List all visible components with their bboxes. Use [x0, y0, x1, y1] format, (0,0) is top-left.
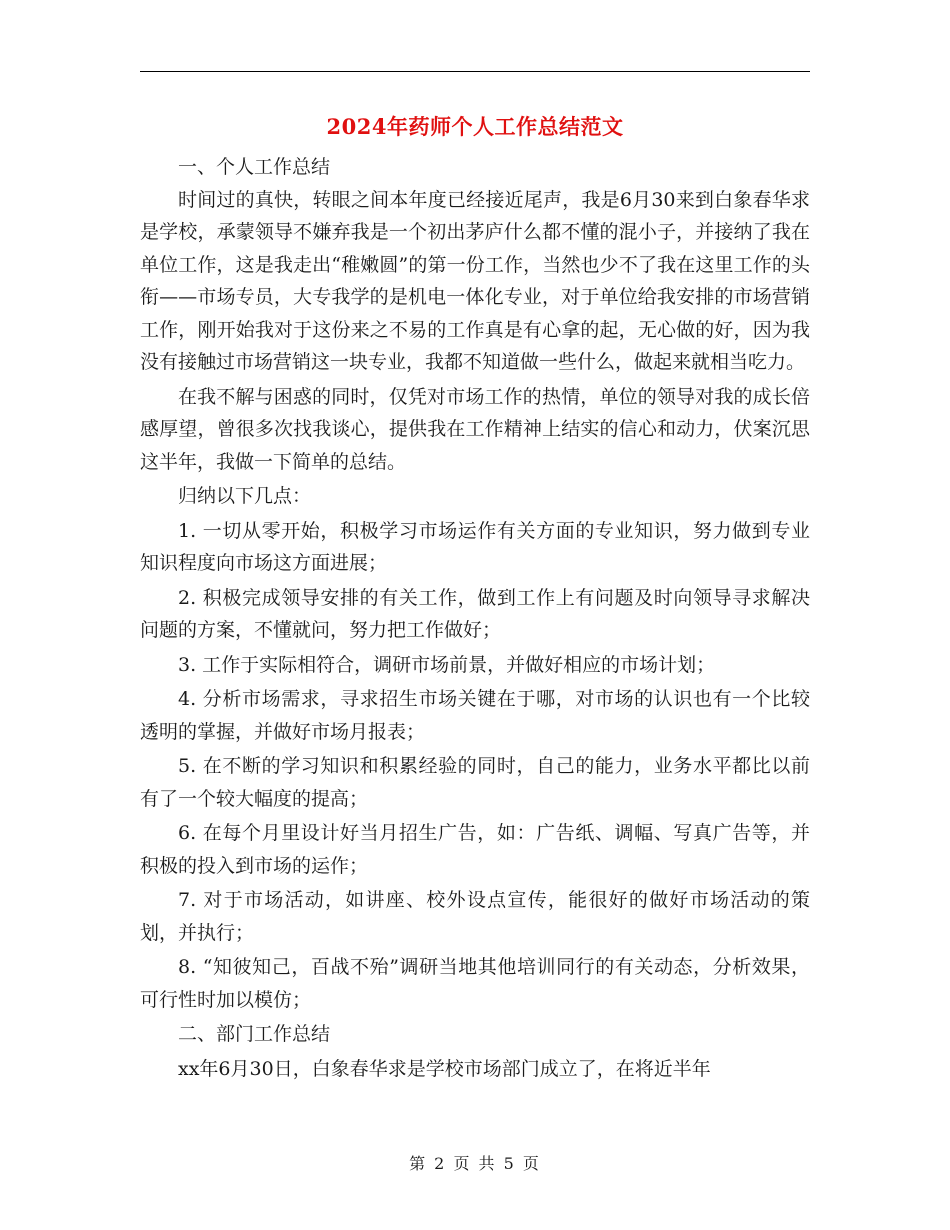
- document-title: 2024年药师个人工作总结范文: [326, 114, 624, 139]
- body-paragraph: 在我不解与困惑的同时，仅凭对市场工作的热情，单位的领导对我的成长倍感厚望，曾很多次找我谈心，提供我在工作精神上结实的信心和动力，伏案沉思这半年，我做一下简单的总结。: [140, 385, 810, 473]
- document-body: [140, 151, 810, 1085]
- section-heading: 二、部门工作总结: [178, 1023, 331, 1045]
- list-item: 3. 工作于实际相符合，调研市场前景，并做好相应的市场计划；: [178, 653, 716, 676]
- list-item: 2. 积极完成领导安排的有关工作，做到工作上有问题及时向领导寻求解决问题的方案，不懂就问，努力把工作做好；: [140, 586, 810, 641]
- list-item: 5. 在不断的学习知识和积累经验的同时，自己的能力，业务水平都比以前有了一个较大幅度的提高；: [140, 755, 810, 810]
- list-item: 7. 对于市场活动，如讲座、校外设点宣传，能很好的做好市场活动的策划，并执行；: [140, 889, 810, 944]
- list-item: 6. 在每个月里设计好当月招生广告，如：广告纸、调幅、写真广告等，并积极的投入到市场的运作；: [140, 822, 810, 877]
- body-paragraph: 归纳以下几点：: [178, 485, 312, 507]
- body-paragraph: 时间过的真快，转眼之间本年度已经接近尾声，我是6月30来到白象春华求是学校，承蒙领导不嫌弃我是一个初出茅庐什么都不懂的混小子，并接纳了我在单位工作，这是我走出“稚嫩圆”的第一份工作，当然也少不了我在这里工作的头衔——市场专员，大专我学的是机电一体化专业，对于单位给我安排的市场营销工作，刚开始我对于这份来之不易的工作真是有心拿的起，无心做的好，因为我没有接触过市场营销这一块专业，我都不知道做一些什么，做起来就相当吃力。: [140, 188, 810, 373]
- header-rule: [140, 71, 810, 72]
- page-number: 第 2 页 共 5 页: [409, 1154, 541, 1173]
- list-item: 1. 一切从零开始，积极学习市场运作有关方面的专业知识，努力做到专业知识程度向市场这方面进展；: [140, 519, 810, 574]
- list-item: 8. “知彼知己，百战不殆”调研当地其他培训同行的有关动态，分析效果，可行性时加以模仿；: [140, 956, 810, 1011]
- list-item: 4. 分析市场需求，寻求招生市场关键在于哪，对市场的认识也有一个比较透明的掌握，并做好市场月报表；: [140, 688, 810, 743]
- section-heading: 一、个人工作总结: [178, 156, 331, 178]
- body-paragraph: xx年6月30日，白象春华求是学校市场部门成立了，在将近半年: [178, 1057, 711, 1080]
